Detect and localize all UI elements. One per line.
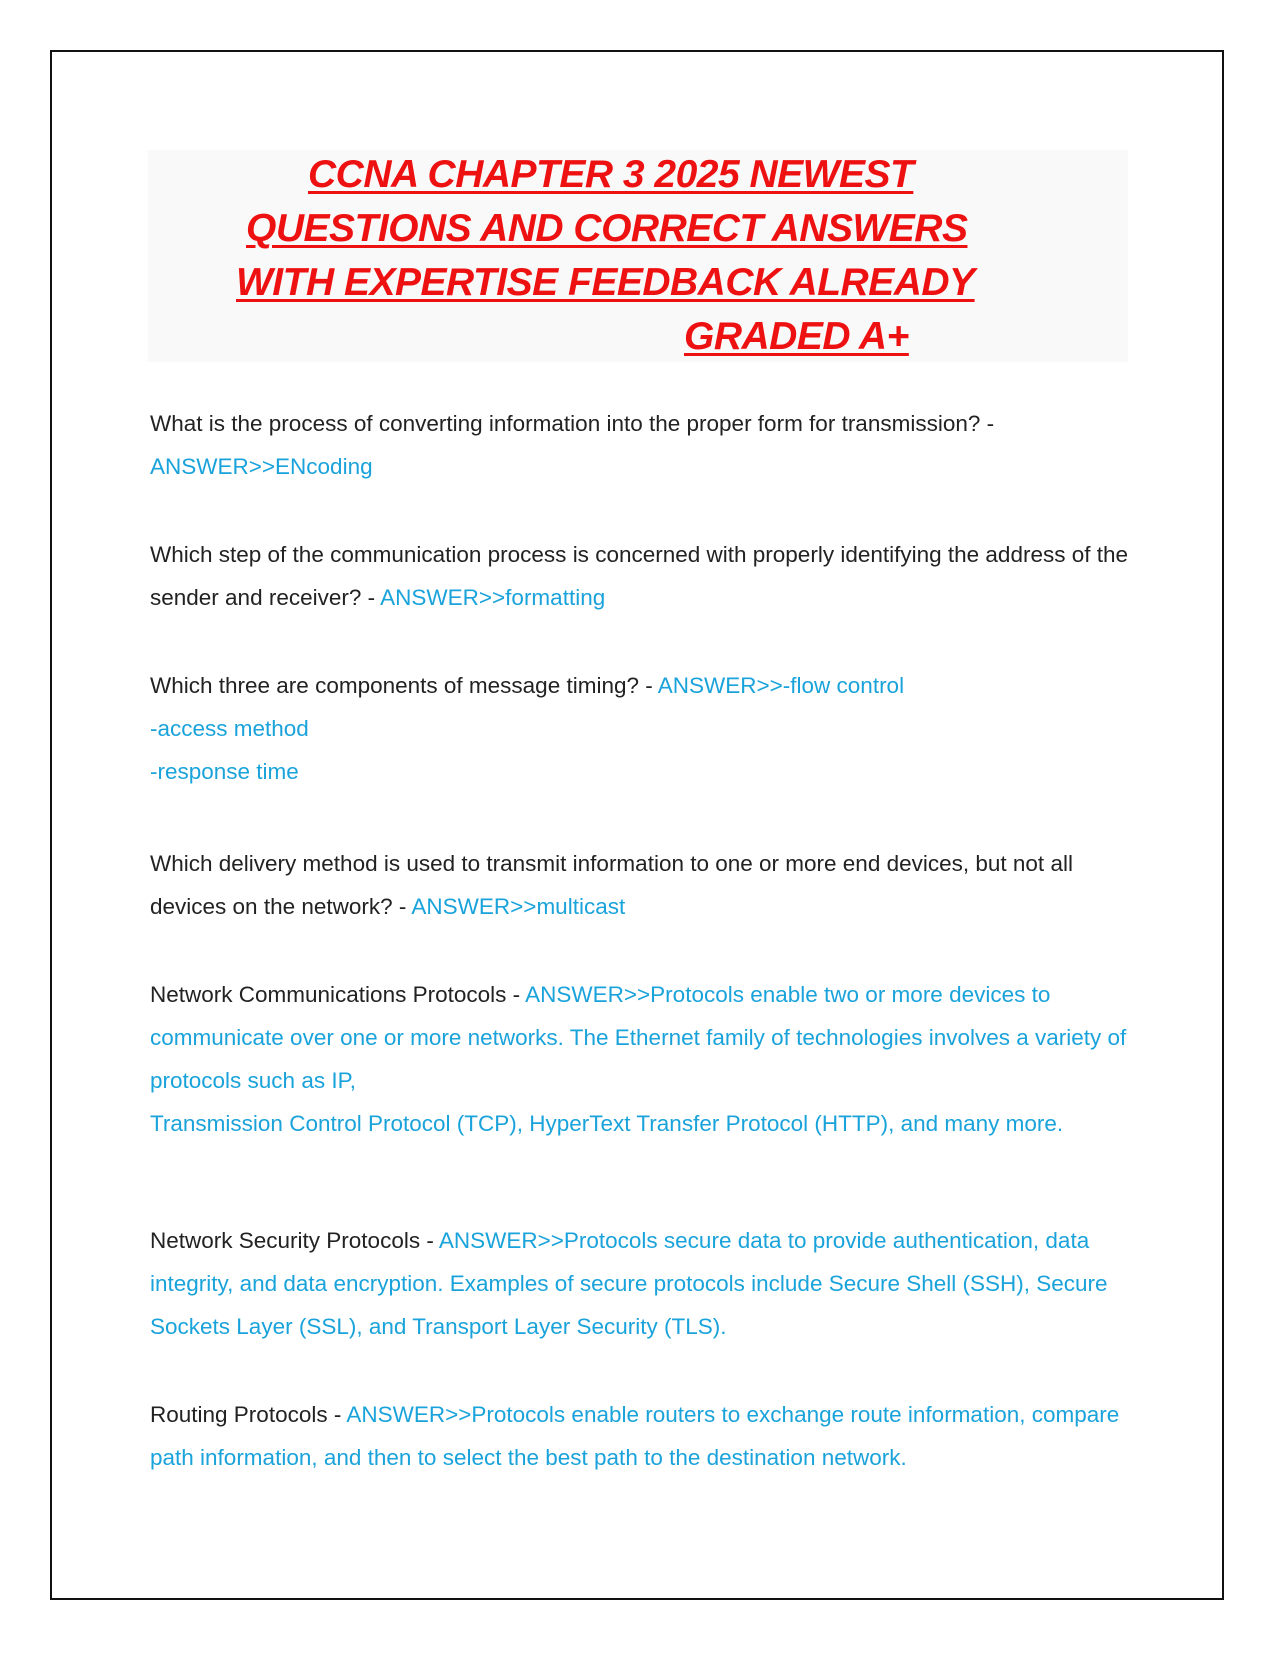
question-text: Which step of the communication process is concerned with properly identifying the address of the sender and receiver? - bbox=[150, 542, 1129, 610]
document-title-line-3: WITH EXPERTISE FEEDBACK ALREADY bbox=[236, 261, 975, 304]
question-text: Which delivery method is used to transmit information to one or more end devices, but not all devices on the network? - bbox=[150, 851, 1073, 919]
document-title-line-2: QUESTIONS AND CORRECT ANSWERS bbox=[246, 207, 968, 250]
answer-text: ANSWER>>Protocols enable routers to exchange route information, compare path information, and then to select the best path to the destination network. bbox=[150, 1402, 1120, 1470]
qa-item-encoding bbox=[150, 402, 1130, 488]
answer-extra-line: -access method bbox=[150, 716, 309, 741]
question-text: Network Security Protocols - bbox=[150, 1228, 439, 1253]
answer-text: ANSWER>>ENcoding bbox=[150, 454, 373, 479]
document-title-line-4: GRADED A+ bbox=[684, 315, 909, 358]
qa-item-formatting bbox=[150, 533, 1130, 619]
question-text: Which three are components of message timing? - bbox=[150, 673, 658, 698]
question-text: Network Communications Protocols - bbox=[150, 982, 526, 1007]
answer-text: ANSWER>>Protocols secure data to provide authentication, data integrity, and data encryption. Examples of secure protocols include Secure Shell (SSH), Secure Sockets Layer (SSL), and Transport Layer Security (TLS). bbox=[150, 1228, 1108, 1339]
qa-item-message-timing bbox=[150, 664, 1130, 793]
answer-text: ANSWER>>multicast bbox=[411, 894, 626, 919]
qa-item-routing-protocols bbox=[150, 1393, 1130, 1479]
qa-item-network-communications-protocols bbox=[150, 973, 1130, 1145]
qa-item-multicast bbox=[150, 842, 1130, 928]
question-text: What is the process of converting information into the proper form for transmission? - bbox=[150, 411, 995, 436]
answer-text: ANSWER>>Protocols enable two or more devices to communicate over one or more networks. The Ethernet family of technologies involves a variety of protocols such as IP, bbox=[150, 982, 1127, 1093]
answer-extra-line: Transmission Control Protocol (TCP), HyperText Transfer Protocol (HTTP), and many more. bbox=[150, 1111, 1064, 1136]
qa-item-network-security-protocols bbox=[150, 1219, 1130, 1348]
document-title-line-1: CCNA CHAPTER 3 2025 NEWEST bbox=[308, 153, 914, 196]
answer-extra-line: -response time bbox=[150, 759, 299, 784]
question-text: Routing Protocols - bbox=[150, 1402, 347, 1427]
answer-text: ANSWER>>-flow control bbox=[657, 673, 905, 698]
answer-text: ANSWER>>formatting bbox=[380, 585, 606, 610]
